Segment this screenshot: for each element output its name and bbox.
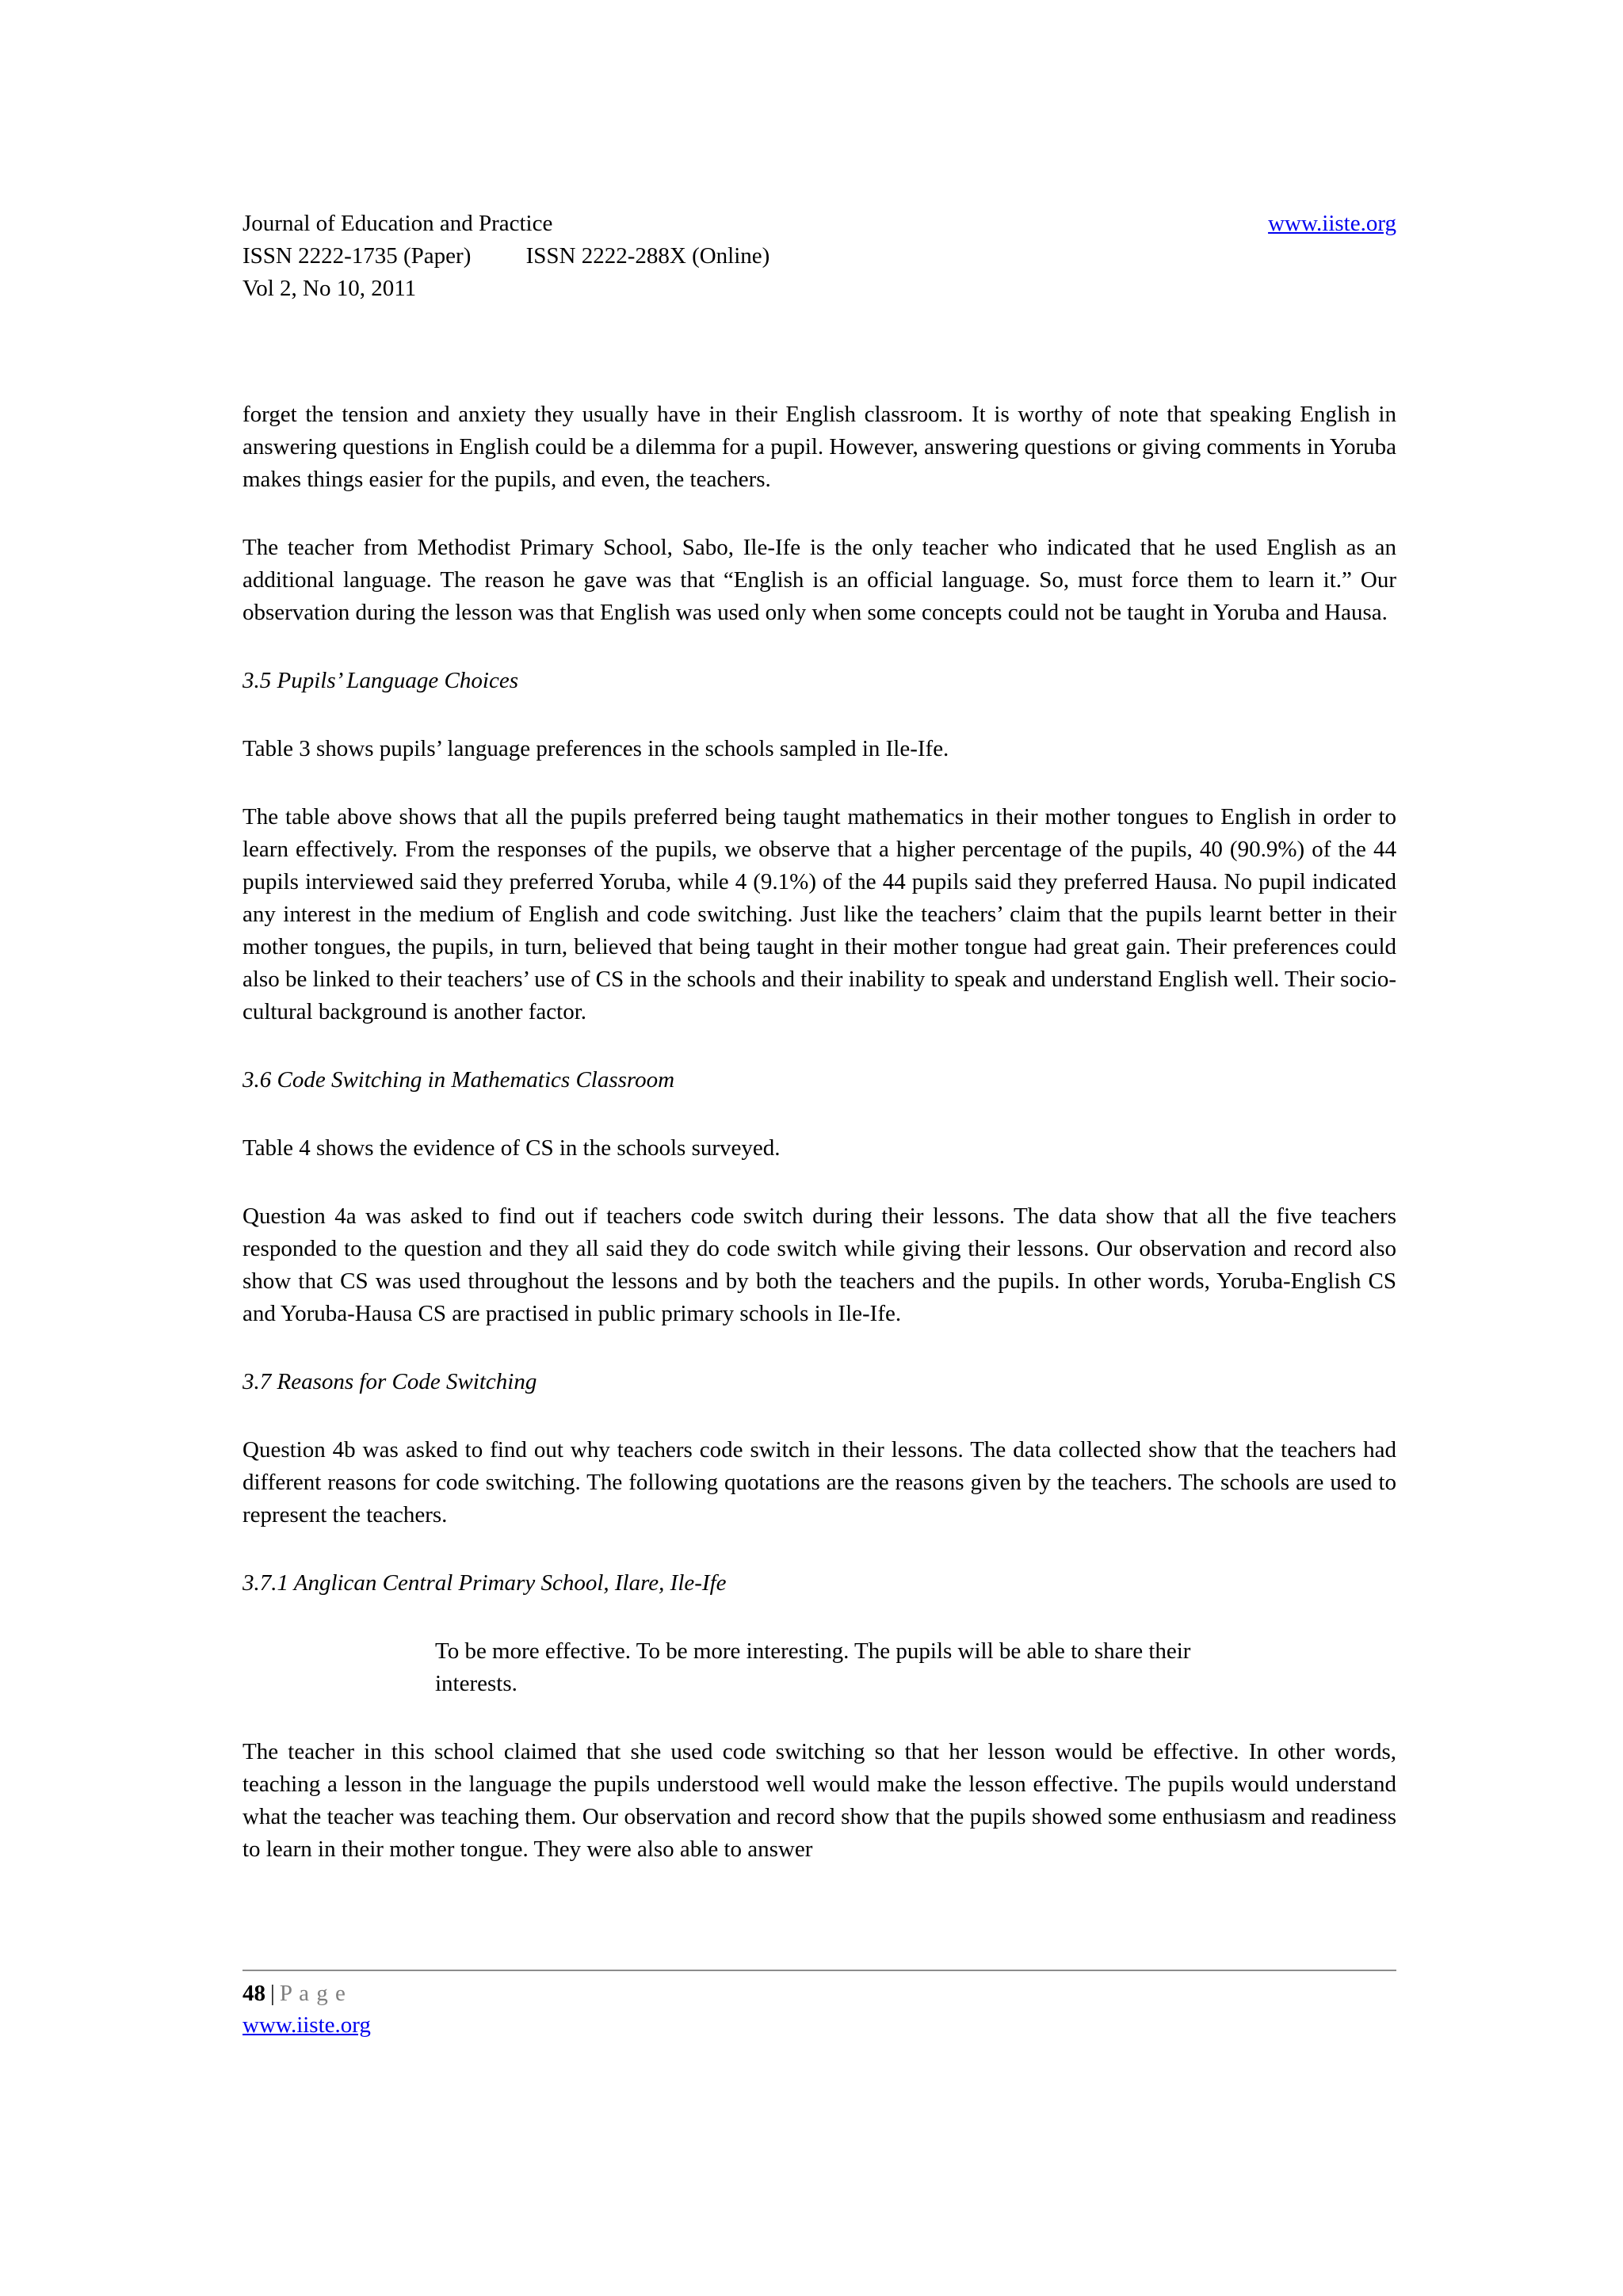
issn-online: ISSN 2222-288X (Online): [525, 243, 770, 269]
page-footer: [242, 1970, 1396, 2041]
paragraph: forget the tension and anxiety they usually have in their English classroom. It is worthy of note that speaking English in answering questions in English could be a dilemma for a pupil. However, answering questions or giving comments in Yoruba makes things easier for the pupils, and even, the teachers.: [242, 402, 1396, 492]
paragraph: Question 4b was asked to find out why teachers code switch in their lessons. The data collected show that the teachers had different reasons for code switching. The following quotations are the reasons given by the teachers. The schools are used to represent the teachers.: [242, 1437, 1396, 1527]
block-quote: [242, 1635, 1281, 1700]
paragraph: The teacher in this school claimed that she used code switching so that her lesson would be effective. In other words, teaching a lesson in the language the pupils understood well would make the lesson effective. The pupils would understand what the teacher was teaching them. Our observation and record show that the pupils showed some enthusiasm and readiness to learn in their mother tongue. They were also able to answer: [242, 1739, 1396, 1862]
page-label: P a g e: [279, 1981, 346, 2006]
journal-header: [242, 208, 1396, 305]
page-number-separator: |: [270, 1981, 275, 2006]
journal-title: Journal of Education and Practice: [242, 211, 553, 236]
header-website-link[interactable]: www.iiste.org: [1268, 211, 1396, 236]
page-number-line: [242, 1978, 1396, 2009]
page-content: [242, 208, 1396, 1901]
footer-website-link[interactable]: www.iiste.org: [242, 2012, 371, 2038]
paragraph: The teacher from Methodist Primary School, Sabo, Ile-Ife is the only teacher who indicated that he used English as an additional language. The reason he gave was that “English is an official language. So, must force them to learn it.” Our observation during the lesson was that English was used only when some concepts could not be taught in Yoruba and Hausa.: [242, 535, 1396, 625]
section-heading: 3.6 Code Switching in Mathematics Classroom: [242, 1067, 675, 1093]
section-heading: 3.7 Reasons for Code Switching: [242, 1369, 537, 1394]
paragraph: Question 4a was asked to find out if teachers code switch during their lessons. The data show that all the five teachers responded to the question and they all said they do code switch while giving their lessons. Our observation and record also show that CS was used throughout the lessons and by both the teachers and the pupils. In other words, Yoruba-English CS and Yoruba-Hausa CS are practised in public primary schools in Ile-Ife.: [242, 1203, 1396, 1326]
journal-info: [242, 208, 769, 305]
paragraph: Table 3 shows pupils’ language preferences in the schools sampled in Ile-Ife.: [242, 736, 949, 761]
section-heading: 3.5 Pupils’ Language Choices: [242, 668, 518, 693]
page-number: 48: [242, 1981, 265, 2006]
block-quote-text: To be more effective. To be more interesting. The pupils will be able to share their interests.: [435, 1638, 1191, 1696]
paragraph: Table 4 shows the evidence of CS in the schools surveyed.: [242, 1135, 781, 1161]
volume-line: Vol 2, No 10, 2011: [242, 276, 417, 301]
section-heading: 3.7.1 Anglican Central Primary School, Ilare, Ile-Ife: [242, 1570, 727, 1596]
issn-paper: ISSN 2222-1735 (Paper): [242, 243, 472, 269]
issn-line: [242, 240, 769, 273]
footer-divider: [242, 1970, 1396, 1971]
paragraph: The table above shows that all the pupils preferred being taught mathematics in their mother tongues to English in order to learn effectively. From the responses of the pupils, we observe that a higher percentage of the pupils, 40 (90.9%) of the 44 pupils interviewed said they preferred Yoruba, while 4 (9.1%) of the 44 pupils said they preferred Hausa. No pupil indicated any interest in the medium of English and code switching. Just like the teachers’ claim that the pupils learnt better in their mother tongues, the pupils, in turn, believed that being taught in their mother tongue had great gain. Their preferences could also be linked to their teachers’ use of CS in the schools and their inability to speak and understand English well. Their socio-cultural background is another factor.: [242, 804, 1396, 1024]
